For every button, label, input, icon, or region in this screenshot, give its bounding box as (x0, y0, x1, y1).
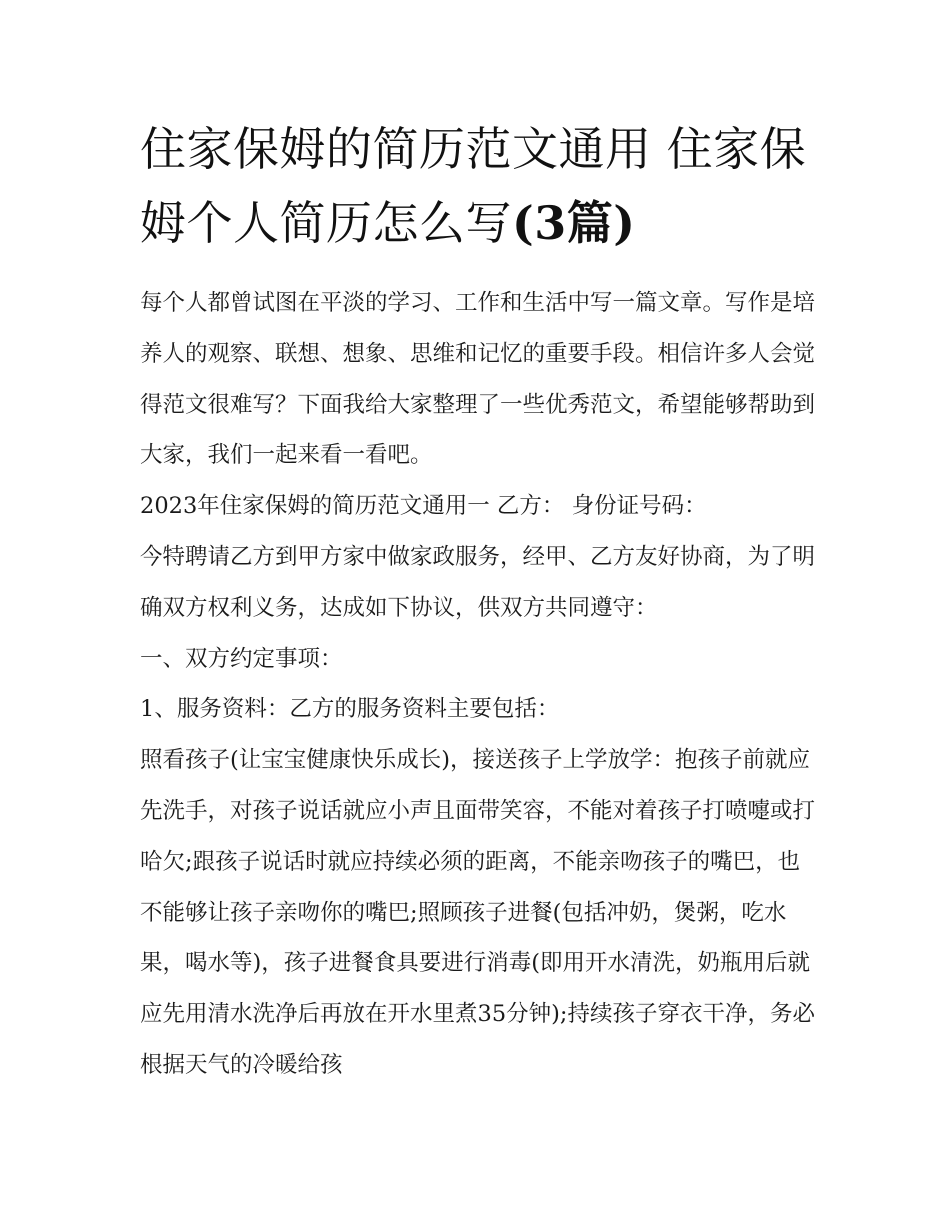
service-details-paragraph: 照看孩子(让宝宝健康快乐成长)，接送孩子上学放学：抱孩子前就应先洗手，对孩子说话就应小声且面带笑容，不能对着孩子打喷嚏或打哈欠;跟孩子说话时就应持续必须的距离，不能亲吻孩子的嘴巴，也不能够让孩子亲吻你的嘴巴;照顾孩子进餐(包括冲奶，煲粥，吃水果，喝水等)，孩子进餐食具要进行消毒(即用开水清洗，奶瓶用后就应先用清水洗净后再放在开水里煮35分钟);持续孩子穿衣干净，务必根据天气的冷暖给孩 (140, 747, 816, 1078)
agreement-paragraph: 今特聘请乙方到甲方家中做家政服务，经甲、乙方友好协商，为了明确双方权利义务，达成如下协议，供双方共同遵守： (140, 543, 816, 621)
document-body (140, 278, 816, 1091)
clause-item: 1、服务资料：乙方的服务资料主要包括： (140, 696, 560, 723)
intro-paragraph: 每个人都曾试图在平淡的学习、工作和生活中写一篇文章。写作是培养人的观察、联想、想象、思维和记忆的重要手段。相信许多人会觉得范文很难写？下面我给大家整理了一些优秀范文，希望能够帮助到大家，我们一起来看一看吧。 (140, 290, 816, 469)
document-page (140, 112, 816, 1091)
title-suffix: (3篇) (512, 196, 636, 250)
section-heading-paragraph: 2023年住家保姆的简历范文通用一 乙方： 身份证号码： (140, 493, 707, 520)
document-title (140, 112, 816, 260)
clause-heading: 一、双方约定事项： (140, 645, 343, 672)
title-main: 住家保姆的简历范文通用 住家保姆个人简历怎么写 (140, 122, 807, 250)
